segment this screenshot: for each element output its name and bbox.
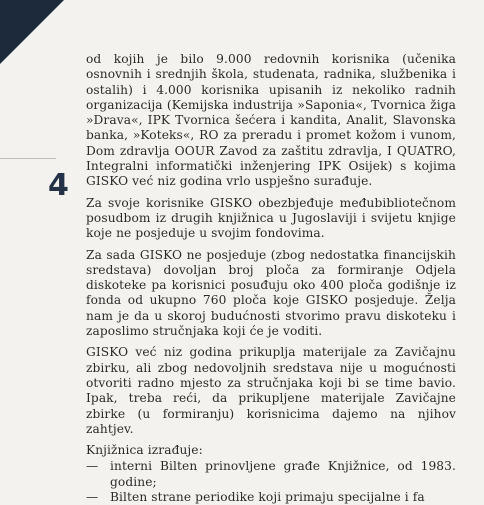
paragraph: od kojih je bilo 9.000 redovnih korisnika (učenika osnovnih i srednjih škola, studenata, radnika, službenika i ostalih) i 4.000 korisnika upisanih iz nekoliko radnih organizacija (Kemijska industrija »Saponia«, Tvornica žiga »Drava«, IPK Tvornica šećera i kandita, Analit, Slavonska banka, »Koteks«, RO za preradu i promet kožom i vunom, Dom zdravlja OOUR Zavod za zaštitu zdravlja, I QUATRO, Integralni informatički inženjering IPK Osijek) s kojima GISKO već niz godina vrlo uspješno surađuje. — [86, 52, 456, 189]
bullet-list — [86, 459, 456, 505]
margin-rule — [0, 158, 56, 159]
text-column — [86, 52, 456, 505]
paragraph: Za svoje korisnike GISKO obezbjeđuje međubibliotečnom posudbom iz drugih knjižnica u Jugoslaviji i svijetu knjige koje ne posjeduje u svojim fondovima. — [86, 195, 456, 241]
page-number: 4 — [48, 168, 69, 203]
corner-decoration — [0, 0, 64, 64]
dash-marker: — — [86, 490, 99, 505]
list-intro: Knjižnica izrađuje: — [86, 443, 203, 458]
list-item — [86, 490, 456, 505]
dash-marker: — — [86, 459, 99, 474]
list-item — [86, 459, 456, 490]
list-item-text: interni Bilten prinovljene građe Knjižnice, od 1983. godine; — [110, 459, 456, 489]
paragraph: GISKO već niz godina prikuplja materijale za Zavičajnu zbirku, ali zbog nedovoljnih sredstava nije u mogućnosti otvoriti radno mjesto za stručnjaka koji bi se time bavio. Ipak, treba reći, da prikupljene materijale Zavičajne zbirke (u formiranju) korisnicima dajemo na njihov zahtjev. — [86, 345, 456, 436]
paragraph: Za sada GISKO ne posjeduje (zbog nedostatka financijskih sredstava) dovoljan broj ploča za formiranje Odjela diskoteke pa korisnici posuđuju oko 400 ploča godišnje iz fonda od ukupno 760 ploča koje GISKO posjeduje. Želja nam je da u skoroj budućnosti stvorimo pravu diskoteku i zaposlimo stručnjaka koji će je voditi. — [86, 247, 456, 339]
list-item-text: Bilten strane periodike koji primaju specijalne i fa — [110, 490, 425, 505]
